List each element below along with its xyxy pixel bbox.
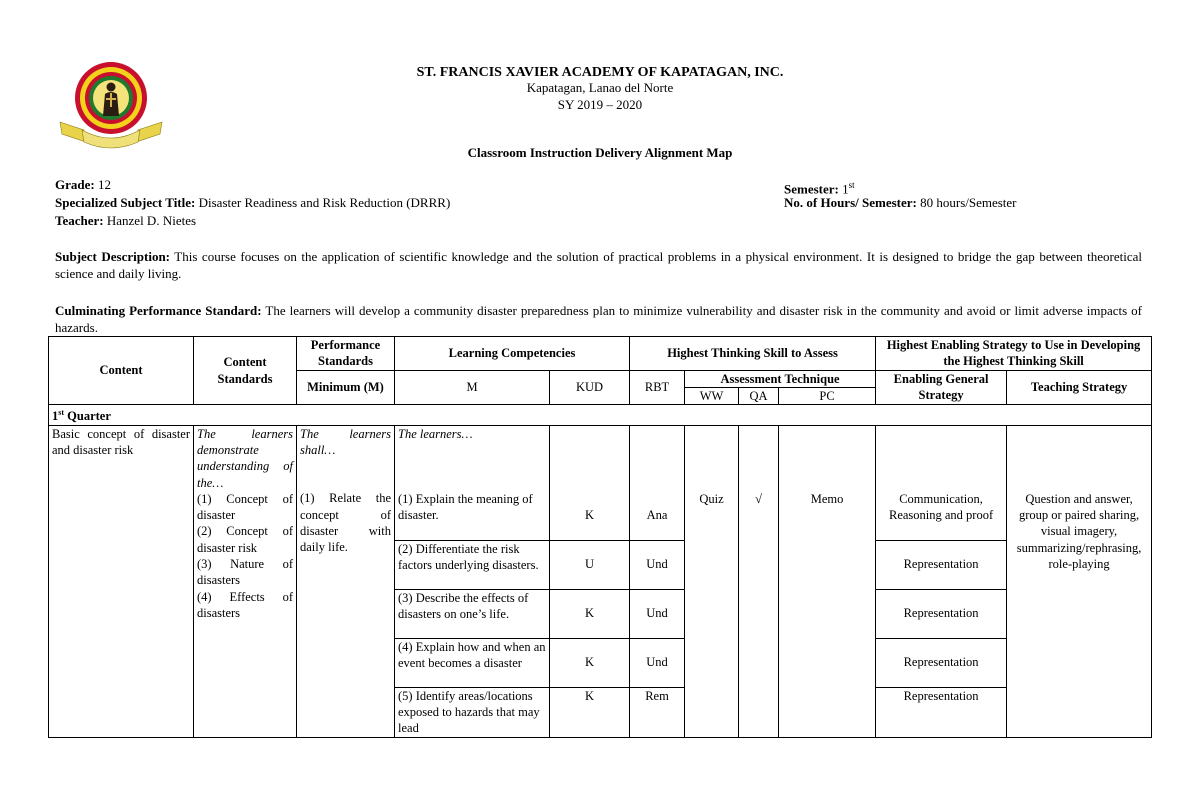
header-rbt: RBT (630, 370, 685, 405)
header-kud: KUD (550, 370, 630, 405)
strategy-value: Representation (876, 687, 1007, 737)
content-standards-intro: The learners demonstrate understanding of the… (197, 426, 293, 490)
header-minimum: Minimum (M) (297, 370, 395, 405)
header-content: Content (49, 337, 194, 405)
hours-line (784, 194, 1017, 212)
competency-cell (395, 425, 550, 540)
grade-label: Grade: (55, 177, 95, 192)
content-cell: Basic concept of disaster and disaster risk (49, 425, 194, 737)
rbt-value: Und (630, 589, 685, 638)
competency-text: (3) Describe the effects of disasters on one’s life. (395, 589, 550, 638)
qa-value: √ (755, 491, 762, 506)
content-standard-item: (1) Concept of disaster (197, 491, 293, 523)
ww-cell (685, 425, 739, 737)
rbt-value: Und (630, 638, 685, 687)
rbt-value: Und (630, 540, 685, 589)
subject-description-label: Subject Description: (55, 249, 171, 264)
semester-value: 1 (842, 181, 849, 197)
competencies-intro: The learners… (398, 426, 473, 441)
ww-value: Quiz (699, 491, 724, 506)
subject-label: Specialized Subject Title: (55, 195, 196, 210)
grade-value: 12 (97, 177, 111, 192)
content-standard-item: (4) Effects of disasters (197, 589, 293, 620)
quarter-row (49, 405, 1152, 425)
header-pc: PC (779, 387, 876, 404)
school-location: Kapatagan, Lanao del Norte (526, 80, 674, 95)
content-standard-item: (3) Nature of disasters (197, 557, 293, 588)
kud-value: K (584, 507, 595, 522)
kud-value: U (550, 540, 630, 589)
header-learning-competencies: Learning Competencies (395, 337, 630, 371)
header-qa: QA (739, 387, 779, 404)
alignment-map-table (48, 336, 1152, 738)
teacher-label: Teacher: (55, 213, 104, 228)
pc-cell (779, 425, 876, 737)
culminating-text: The learners will develop a community disaster preparedness plan to minimize vulnerability and disaster risk in the community and avoid or limit adverse impacts of hazards. (55, 303, 1142, 335)
subject-description (55, 248, 1142, 282)
strategy-value: Representation (876, 638, 1007, 687)
competency-text: (5) Identify areas/locations exposed to hazards that may lead (395, 687, 550, 737)
header-highest-thinking: Highest Thinking Skill to Assess (630, 337, 876, 371)
rbt-cell (630, 425, 685, 540)
header-enabling-general: Enabling General Strategy (876, 370, 1007, 405)
kud-value: K (550, 589, 630, 638)
culminating-standard (55, 302, 1142, 336)
kud-cell (550, 425, 630, 540)
header-performance-standards: Performance Standards (297, 337, 395, 371)
performance-standards-cell (297, 425, 395, 737)
grade-line (55, 176, 111, 194)
content-standard-item: (2) Concept of disaster risk (197, 524, 293, 555)
teacher-line (55, 212, 196, 230)
header-highest-enabling: Highest Enabling Strategy to Use in Developing the Highest Thinking Skill (876, 337, 1152, 371)
performance-standard-item: (1) Relate the concept of disaster with daily life. (300, 491, 391, 555)
teaching-strategy-cell (1007, 425, 1152, 737)
quarter-sup: st (58, 408, 65, 418)
rbt-value: Rem (630, 687, 685, 737)
quarter-num: 1 (52, 409, 59, 424)
teaching-strategy-value: Question and answer, group or paired sharing, visual imagery, summarizing/rephrasing, role-playing (1016, 491, 1142, 571)
strategy-value: Communication, Reasoning and proof (888, 491, 994, 522)
school-name: ST. FRANCIS XAVIER ACADEMY OF KAPATAGAN, INC. (416, 65, 784, 80)
semester-sup: st (848, 180, 855, 190)
competency-text: (4) Explain how and when an event becomes a disaster (395, 638, 550, 687)
header-ww: WW (685, 387, 739, 404)
competency-text: (2) Differentiate the risk factors underlying disasters. (395, 540, 550, 589)
hours-label: No. of Hours/ Semester: (784, 195, 917, 210)
content-standards-cell (194, 425, 297, 737)
subject-line (55, 194, 450, 212)
hours-value: 80 hours/Semester (920, 195, 1017, 210)
teacher-value: Hanzel D. Nietes (106, 213, 197, 228)
strategy-value: Representation (876, 540, 1007, 589)
culminating-label: Culminating Performance Standard: (55, 303, 262, 318)
qa-cell (739, 425, 779, 737)
quarter-label: Quarter (64, 409, 111, 424)
strategy-cell (876, 425, 1007, 540)
semester-label: Semester: (784, 181, 839, 197)
subject-description-text: This course focuses on the application of scientific knowledge and the solution of practical problems in a physical environment. It is designed to bridge the gap between theoretical science and daily living. (55, 249, 1142, 281)
school-year: SY 2019 – 2020 (557, 97, 643, 112)
header-teaching-strategy: Teaching Strategy (1007, 370, 1152, 405)
header-assessment-technique: Assessment Technique (685, 370, 876, 387)
competency-text: (1) Explain the meaning of disaster. (398, 491, 533, 523)
rbt-value: Ana (646, 507, 668, 522)
subject-value: Disaster Readiness and Risk Reduction (DRRR) (198, 195, 451, 210)
pc-value: Memo (810, 491, 844, 506)
kud-value: K (550, 638, 630, 687)
header-m: M (395, 370, 550, 405)
performance-standards-intro: The learners shall… (300, 426, 391, 457)
document-title: Classroom Instruction Delivery Alignment Map (467, 145, 733, 160)
header-content-standards: Content Standards (194, 337, 297, 405)
strategy-value: Representation (876, 589, 1007, 638)
kud-value: K (550, 687, 630, 737)
